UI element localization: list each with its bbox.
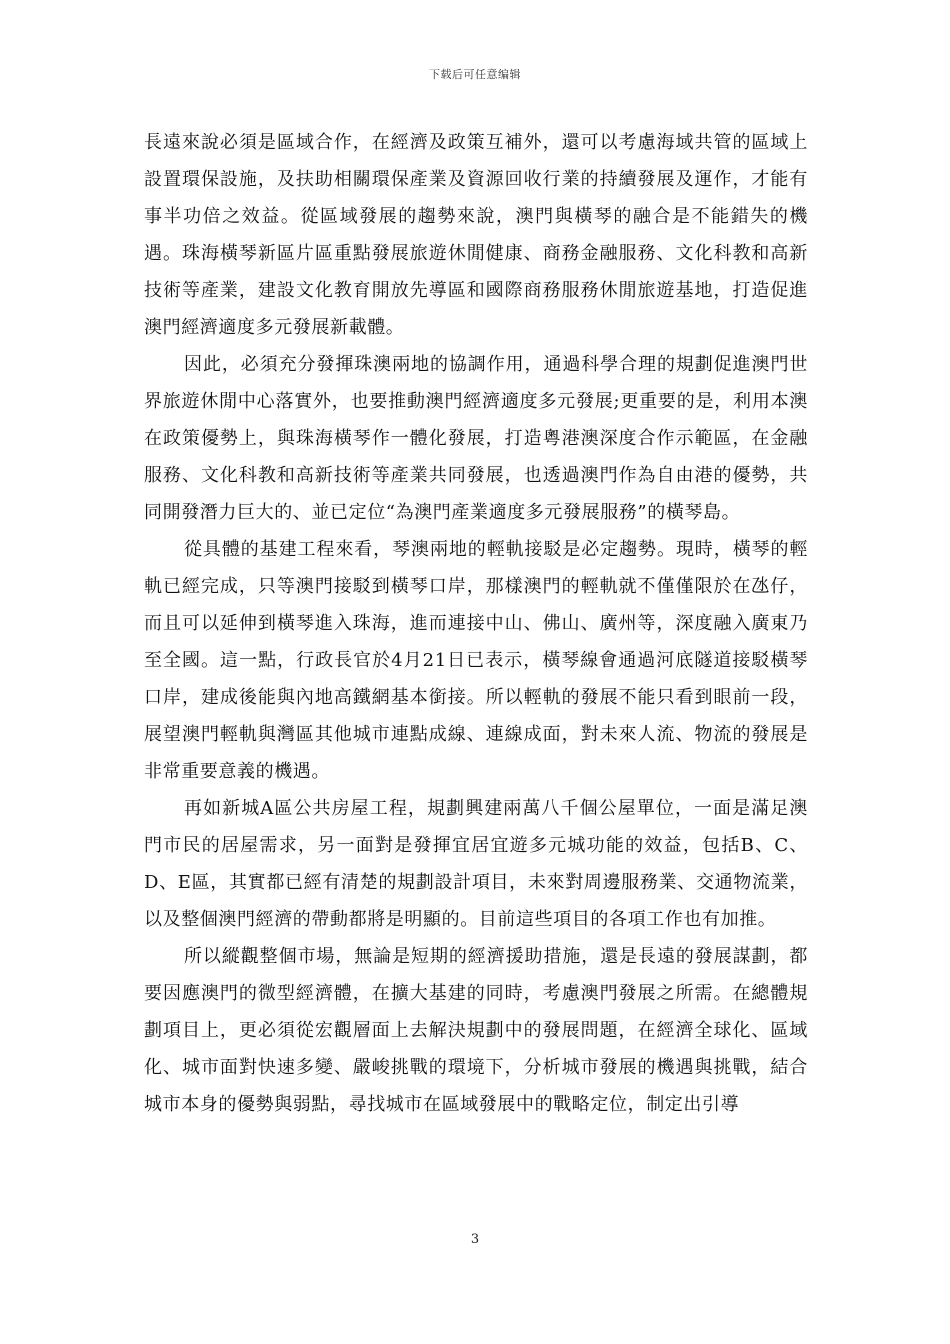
page-header: 下载后可任意编辑: [429, 68, 521, 81]
page-number: 3: [470, 1232, 480, 1247]
paragraph-4: 再如新城A區公共房屋工程，規劃興建兩萬八千個公屋單位，一面是滿足澳門市民的居屋需求，另一面對是發揮宜居宜遊多元城功能的效益，包括B、C、D、E區，其實都已經有清楚的規劃設計項目，未來對周邊服務業、交通物流業，以及整個澳門經濟的帶動都將是明顯的。目前這些項目的各項工作也有加推。: [144, 798, 808, 930]
paragraph-2: 因此，必須充分發揮珠澳兩地的協調作用，通過科學合理的規劃促進澳門世界旅遊休閒中心落實外，也要推動澳門經濟適度多元發展;更重要的是，利用本澳在政策優勢上，與珠海橫琴作一體化發展，打造粵港澳深度合作示範區，在金融服務、文化科教和高新技術等產業共同發展，也透過澳門作為自由港的優勢，共同開發潛力巨大的、並已定位“為澳門產業適度多元發展服務”的橫琴島。: [144, 354, 808, 523]
paragraph-5: 所以縱觀整個市場，無論是短期的經濟援助措施，還是長遠的發展謀劃，都要因應澳門的微型經濟體，在擴大基建的同時，考慮澳門發展之所需。在總體規劃項目上，更必須從宏觀層面上去解決規劃中的發展問題，在經濟全球化、區域化、城市面對快速多變、嚴峻挑戰的環境下，分析城市發展的機遇與挑戰，結合城市本身的優勢與弱點，尋找城市在區域發展中的戰略定位，制定出引導: [144, 946, 808, 1115]
document-body: [144, 124, 808, 1123]
paragraph-1: 長遠來說必須是區域合作，在經濟及政策互補外，還可以考慮海域共管的區域上設置環保設施，及扶助相關環保產業及資源回收行業的持續發展及運作，才能有事半功倍之效益。從區域發展的趨勢來說，澳門與橫琴的融合是不能錯失的機遇。珠海橫琴新區片區重點發展旅遊休閒健康、商務金融服務、文化科教和高新技術等產業，建設文化教育開放先導區和國際商務服務休閒旅遊基地，打造促進澳門經濟適度多元發展新載體。: [144, 132, 808, 338]
paragraph-3: 從具體的基建工程來看，琴澳兩地的輕軌接駁是必定趨勢。現時，橫琴的輕軌已經完成，只等澳門接駁到橫琴口岸，那樣澳門的輕軌就不僅僅限於在氹仔，而且可以延伸到橫琴進入珠海，進而連接中山、佛山、廣州等，深度融入廣東乃至全國。這一點，行政長官於4月21日已表示，橫琴線會通過河底隧道接駁橫琴口岸，建成後能與內地高鐵網基本銜接。所以輕軌的發展不能只看到眼前一段，展望澳門輕軌與灣區其他城市連點成線、連線成面，對未來人流、物流的發展是非常重要意義的機遇。: [144, 539, 808, 782]
